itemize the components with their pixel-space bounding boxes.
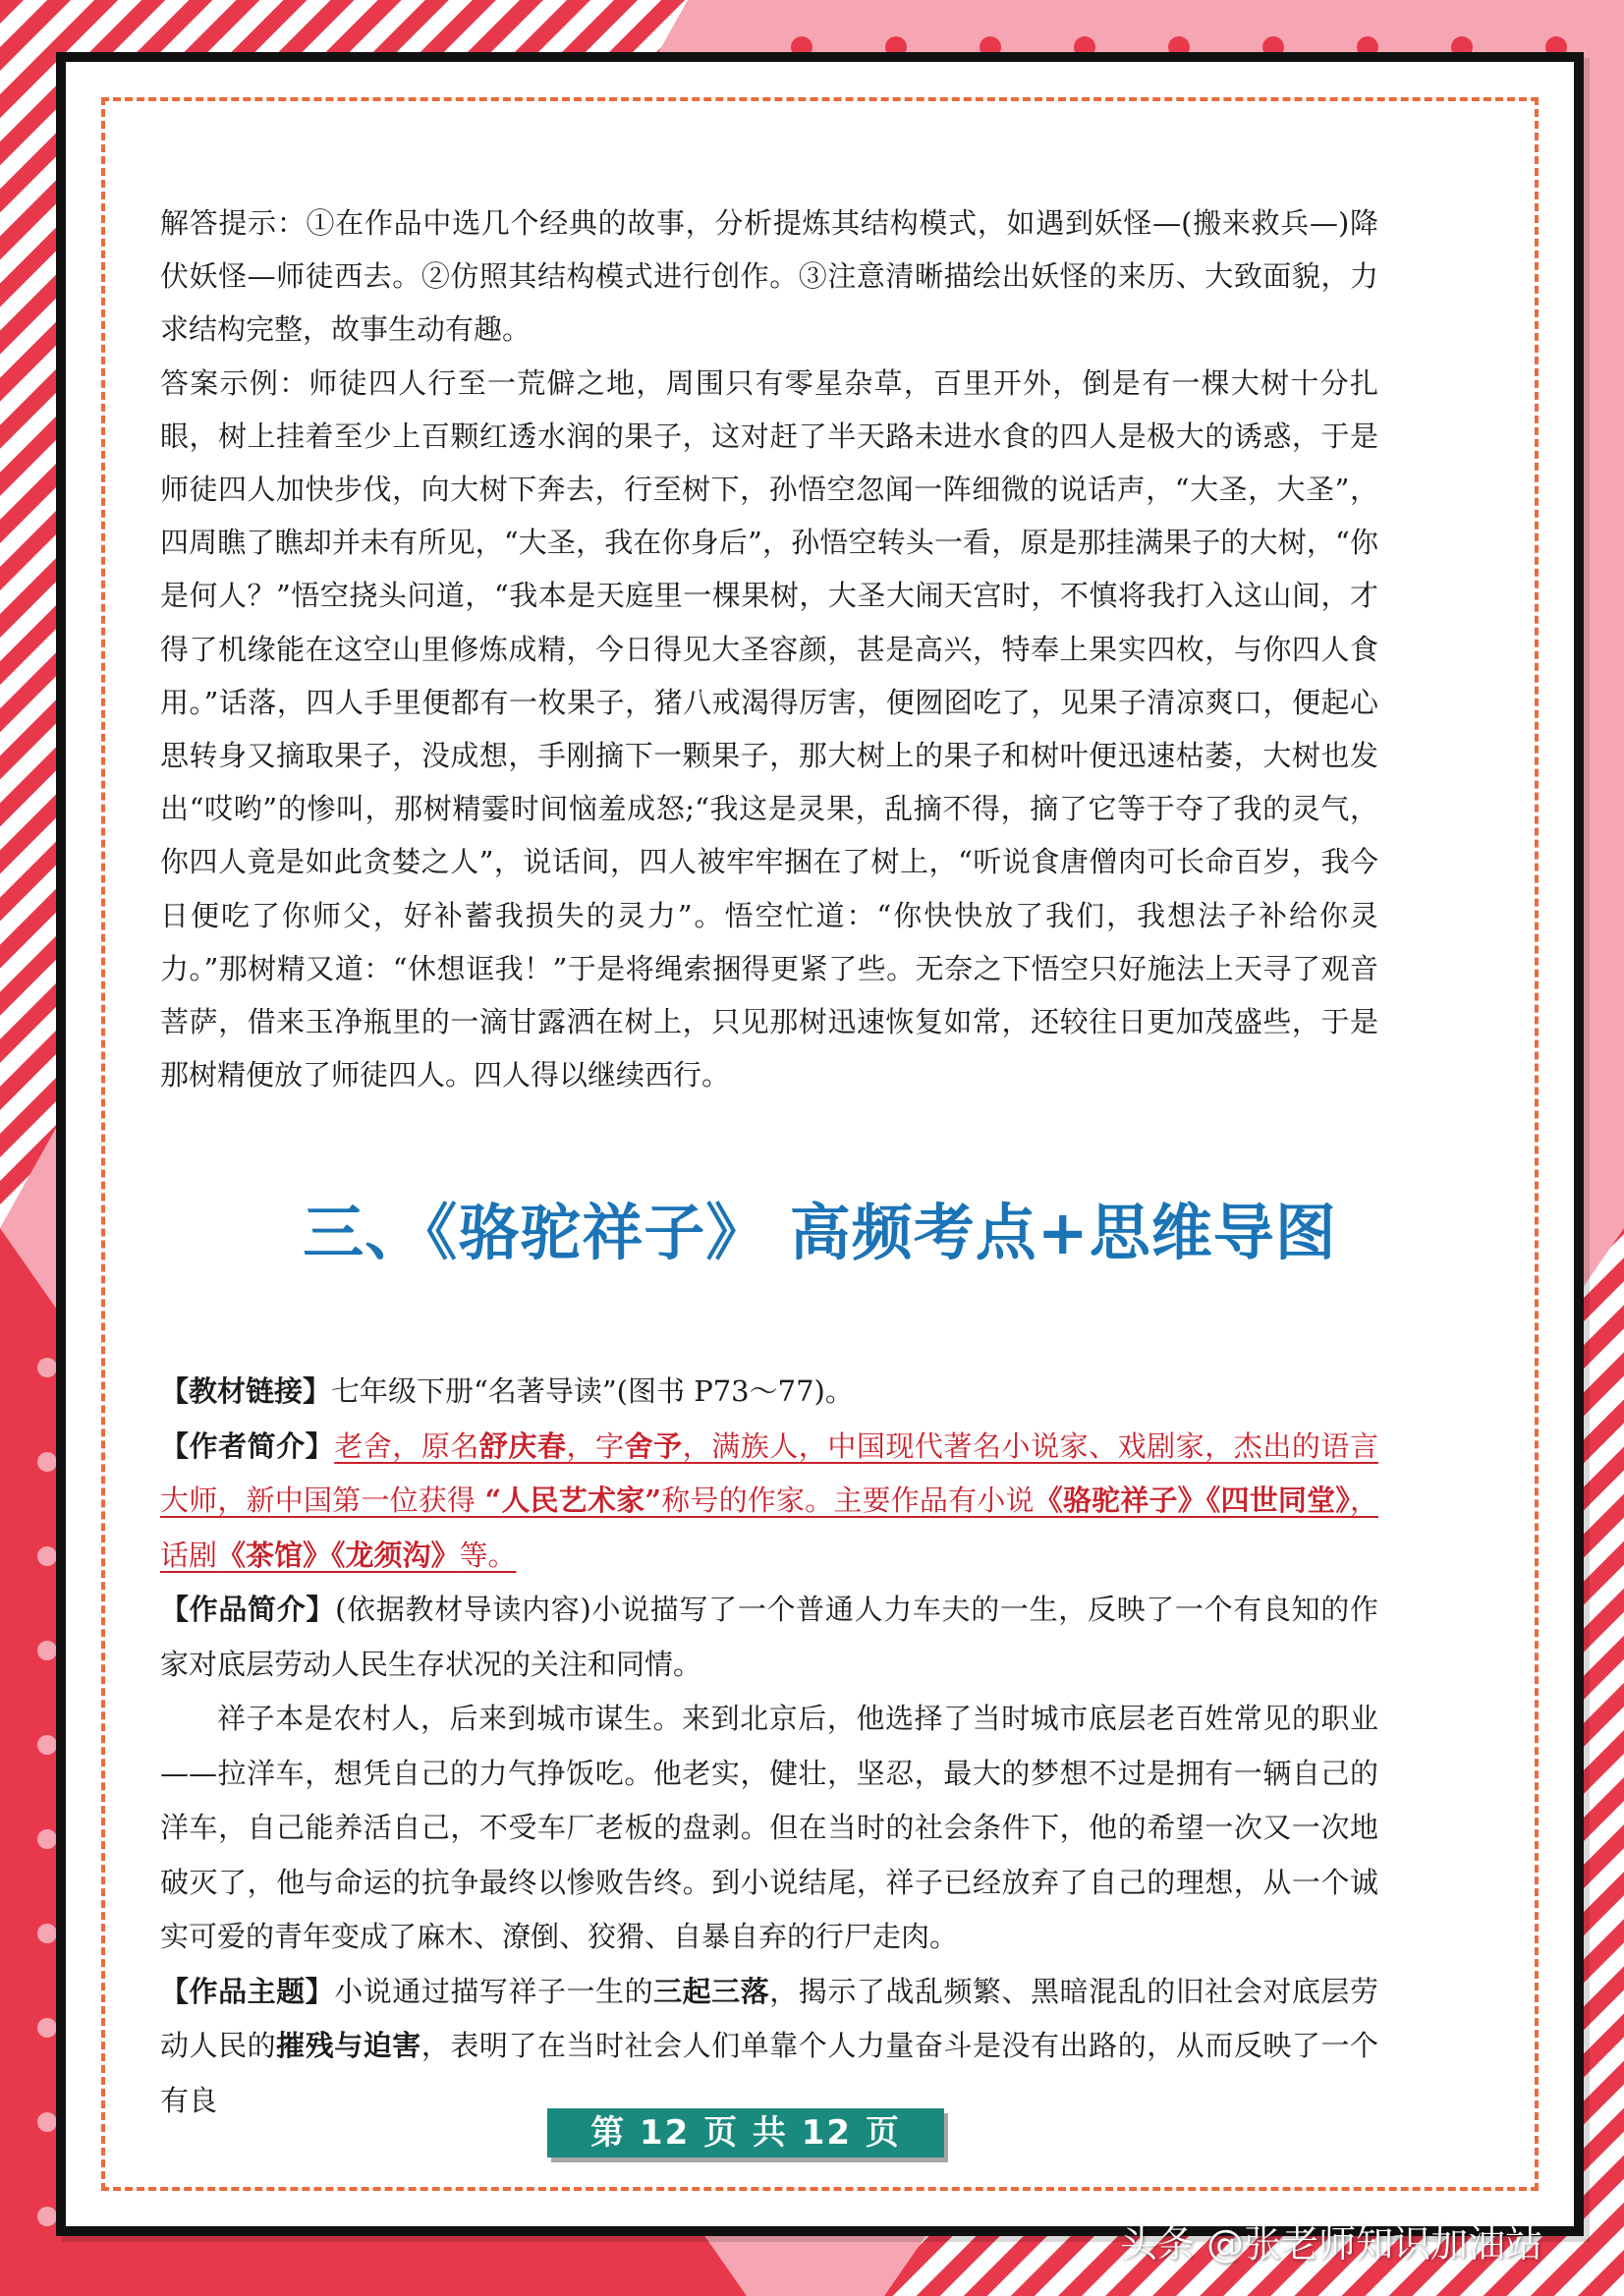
answer-hint: 解答提示：①在作品中选几个经典的故事，分析提炼其结构模式，如遇到妖怪—(搬来救兵—)降伏妖怪—师徒西去。②仿照其结构模式进行创作。③注意清晰描绘出妖怪的来历、大致面貌，力求结构完整，故事生动有趣。 (160, 206, 1378, 347)
watermark: 头条 @张老师知识加油站 (1120, 2222, 1543, 2266)
answer-example: 答案示例：师徒四人行至一荒僻之地，周围只有零星杂草，百里开外，倒是有一棵大树十分扎眼，树上挂着至少上百颗红透水润的果子，这对赶了半天路未进水食的四人是极大的诱惑，于是师徒四人加快步伐，向大树下奔去，行至树下，孙悟空忽闻一阵细微的说话声，“大圣，大圣”，四周瞧了瞧却并未有所见，“大圣，我在你身后”，孙悟空转头一看，原是那挂满果子的大树，“你是何人？”悟空挠头问道，“我本是天庭里一棵果树，大圣大闹天宫时，不慎将我打入这山间，才得了机缘能在这空山里修炼成精，今日得见大圣容颜，甚是高兴，特奉上果实四枚，与你四人食用。”话落，四人手里便都有一枚果子，猪八戒渴得厉害，便囫囵吃了，见果子清凉爽口，便起心思转身又摘取果子，没成想，手刚摘下一颗果子，那大树上的果子和树叶便迅速枯萎，大树也发出“哎哟”的惨叫，那树精霎时间恼羞成怒;“我这是灵果，乱摘不得，摘了它等于夺了我的灵气，你四人竟是如此贪婪之人”，说话间，四人被牢牢捆在了树上，“听说食唐僧肉可长命百岁，我今日便吃了你师父，好补蓄我损失的灵力”。悟空忙道：“你快快放了我们，我想法子补给你灵力。”那树精又道：“休想诓我！”于是将绳索捆得更紧了些。无奈之下悟空只好施法上天寻了观音菩萨，借来玉净瓶里的一滴甘露洒在树上，只见那树迅速恢复如常，还较往日更加茂盛些，于是那树精便放了师徒四人。四人得以继续西行。 (160, 365, 1378, 1092)
answer-section (160, 196, 1378, 1101)
work-theme: 【作品主题】小说通过描写祥子一生的三起三落，揭示了战乱频繁、黑暗混乱的旧社会对底层劳动人民的摧残与迫害，表明了在当时社会人们单靠个人力量奋斗是没有出路的，从而反映了一个有良 (160, 1974, 1378, 2117)
author-intro: 【作者简介】老舍，原名舒庆春，字舍予，满族人，中国现代著名小说家、戏剧家，杰出的语言大师，新中国第一位获得 “人民艺术家”称号的作家。主要作品有小说《骆驼祥子》《四世同堂》，话剧《茶馆》《龙须沟》等。 (160, 1428, 1378, 1572)
page-number-badge: 第 12 页 共 12 页 (547, 2108, 944, 2157)
textbook-link: 【教材链接】七年级下册“名著导读”(图书 P73～77)。 (160, 1374, 854, 1408)
work-intro: 【作品简介】(依据教材导读内容)小说描写了一个普通人力车夫的一生，反映了一个有良知的作家对底层劳动人民生存状况的关注和同情。 (160, 1593, 1378, 1681)
luotuo-xiangzi-section (160, 1365, 1378, 2128)
section-heading: 三、《骆驼祥子》 高频考点+思维导图 (303, 1197, 1337, 1268)
story-summary: 祥子本是农村人，后来到城市谋生。来到北京后，他选择了当时城市底层老百姓常见的职业——拉洋车，想凭自己的力气挣饭吃。他老实，健壮，坚忍，最大的梦想不过是拥有一辆自己的洋车，自己能养活自己，不受车厂老板的盘剥。但在当时的社会条件下，他的希望一次又一次地破灭了，他与命运的抗争最终以惨败告终。到小说结尾，祥子已经放弃了自己的理想，从一个诚实可爱的青年变成了麻木、潦倒、狡猾、自暴自弃的行尸走肉。 (160, 1702, 1378, 1953)
